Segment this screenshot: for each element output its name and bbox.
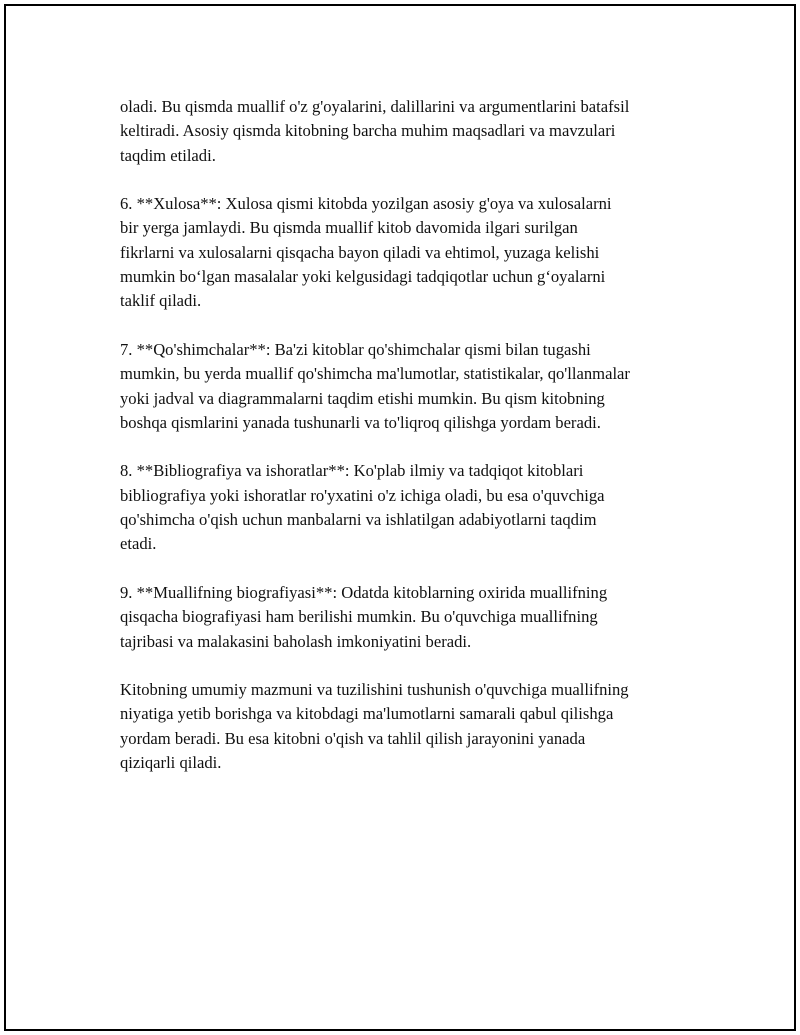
paragraph-biografiya (120, 581, 700, 654)
paragraph-conclusion (120, 678, 700, 775)
text-line: fikrlarni va xulosalarni qisqacha bayon qiladi va ehtimol, yuzaga kelishi (120, 242, 600, 262)
text-line: boshqa qismlarini yanada tushunarli va to'liqroq qilishga yordam beradi. (120, 412, 601, 432)
text-line: qisqacha biografiyasi ham berilishi mumkin. Bu o'quvchiga muallifning (120, 607, 598, 627)
text-line: tajribasi va malakasini baholash imkoniyatini beradi. (120, 631, 472, 651)
text-line: keltiradi. Asosiy qismda kitobning barcha muhim maqsadlari va mavzulari (120, 121, 616, 141)
text-line: qiziqarli qiladi. (120, 753, 222, 773)
document-body (120, 95, 700, 800)
text-line: yoki jadval va diagrammalarni taqdim etishi mumkin. Bu qism kitobning (120, 388, 605, 408)
document-page (4, 4, 796, 1031)
text-line: bir yerga jamlaydi. Bu qismda muallif kitob davomida ilgari surilgan (120, 218, 578, 238)
text-line: Kitobning umumiy mazmuni va tuzilishini tushunish o'quvchiga muallifning (120, 680, 629, 700)
paragraph-main-section-continued (120, 95, 700, 168)
text-line: etadi. (120, 534, 157, 554)
text-line: taklif qiladi. (120, 291, 202, 311)
text-line: 9. **Muallifning biografiyasi**: Odatda kitoblarning oxirida muallifning (120, 582, 608, 602)
paragraph-bibliografiya (120, 459, 700, 556)
text-line: 7. **Qo'shimchalar**: Ba'zi kitoblar qo'shimchalar qismi bilan tugashi (120, 339, 591, 359)
text-line: mumkin, bu yerda muallif qo'shimcha ma'lumotlar, statistikalar, qo'llanmalar (120, 364, 630, 384)
text-line: taqdim etiladi. (120, 145, 216, 165)
text-line: 8. **Bibliografiya va ishoratlar**: Ko'plab ilmiy va tadqiqot kitoblari (120, 461, 584, 481)
text-line: 6. **Xulosa**: Xulosa qismi kitobda yozilgan asosiy g'oya va xulosalarni (120, 194, 612, 214)
paragraph-xulosa (120, 192, 700, 313)
paragraph-qoshimchalar (120, 338, 700, 435)
text-line: qo'shimcha o'qish uchun manbalarni va ishlatilgan adabiyotlarni taqdim (120, 510, 597, 530)
text-line: mumkin bo‘lgan masalalar yoki kelgusidagi tadqiqotlar uchun g‘oyalarni (120, 267, 606, 287)
text-line: yordam beradi. Bu esa kitobni o'qish va tahlil qilish jarayonini yanada (120, 728, 586, 748)
text-line: niyatiga yetib borishga va kitobdagi ma'lumotlarni samarali qabul qilishga (120, 704, 614, 724)
text-line: bibliografiya yoki ishoratlar ro'yxatini o'z ichiga oladi, bu esa o'quvchiga (120, 485, 605, 505)
text-line: oladi. Bu qismda muallif o'z g'oyalarini, dalillarini va argumentlarini batafsil (120, 97, 630, 116)
